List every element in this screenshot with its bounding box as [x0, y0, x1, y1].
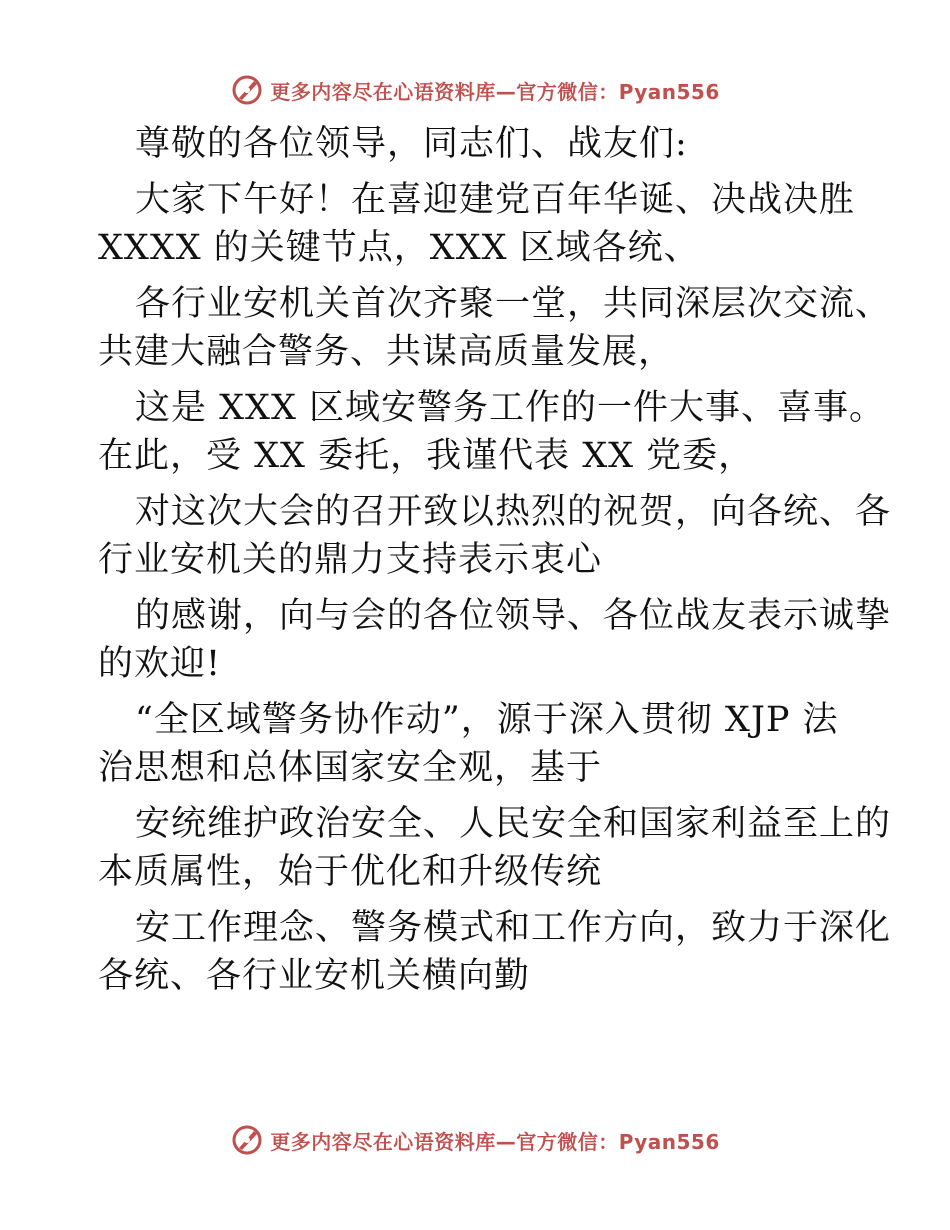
- document-line: 行业安机关的鼎力支持表示衷心: [98, 540, 603, 580]
- document-line: “全区域警务协作动”，源于深入贯彻 XJP 法: [135, 700, 839, 740]
- document-line: 安工作理念、警务模式和工作方向，致力于深化: [135, 908, 892, 948]
- document-line: 对这次大会的召开致以热烈的祝贺，向各统、各: [135, 492, 892, 532]
- document-line: 的感谢，向与会的各位领导、各位战友表示诚挚: [135, 596, 892, 636]
- footer-banner-text: 更多内容尽在心语资料库—官方微信：Pyan556: [270, 1129, 720, 1154]
- document-line: 大家下午好！在喜迎建党百年华诞、决战决胜: [135, 180, 856, 220]
- document-line: 尊敬的各位领导，同志们、战友们:: [135, 124, 688, 164]
- quill-logo-icon: [230, 73, 264, 107]
- document-line: 在此，受 XX 委托，我谨代表 XX 党委，: [98, 436, 755, 476]
- header-banner-text: 更多内容尽在心语资料库—官方微信：Pyan556: [270, 79, 720, 104]
- document-line: 治思想和总体国家安全观，基于: [98, 748, 603, 788]
- document-line: 安统维护政治安全、人民安全和国家利益至上的: [135, 804, 892, 844]
- header-banner: [0, 70, 950, 110]
- document-line: XXXX 的关键节点，XXX 区域各统、: [98, 228, 700, 268]
- document-line: 共建大融合警务、共谋高质量发展，: [98, 332, 675, 372]
- document-line: 各统、各行业安机关横向勤: [98, 956, 531, 996]
- document-line: 本质属性，始于优化和升级传统: [98, 852, 603, 892]
- footer-banner: [0, 1120, 950, 1160]
- document-line: 这是 XXX 区域安警务工作的一件大事、喜事。: [135, 388, 886, 428]
- document-body: [98, 120, 892, 1000]
- document-line: 各行业安机关首次齐聚一堂，共同深层次交流、: [135, 284, 892, 324]
- document-line: 的欢迎!: [98, 644, 222, 684]
- quill-logo-icon: [230, 1123, 264, 1157]
